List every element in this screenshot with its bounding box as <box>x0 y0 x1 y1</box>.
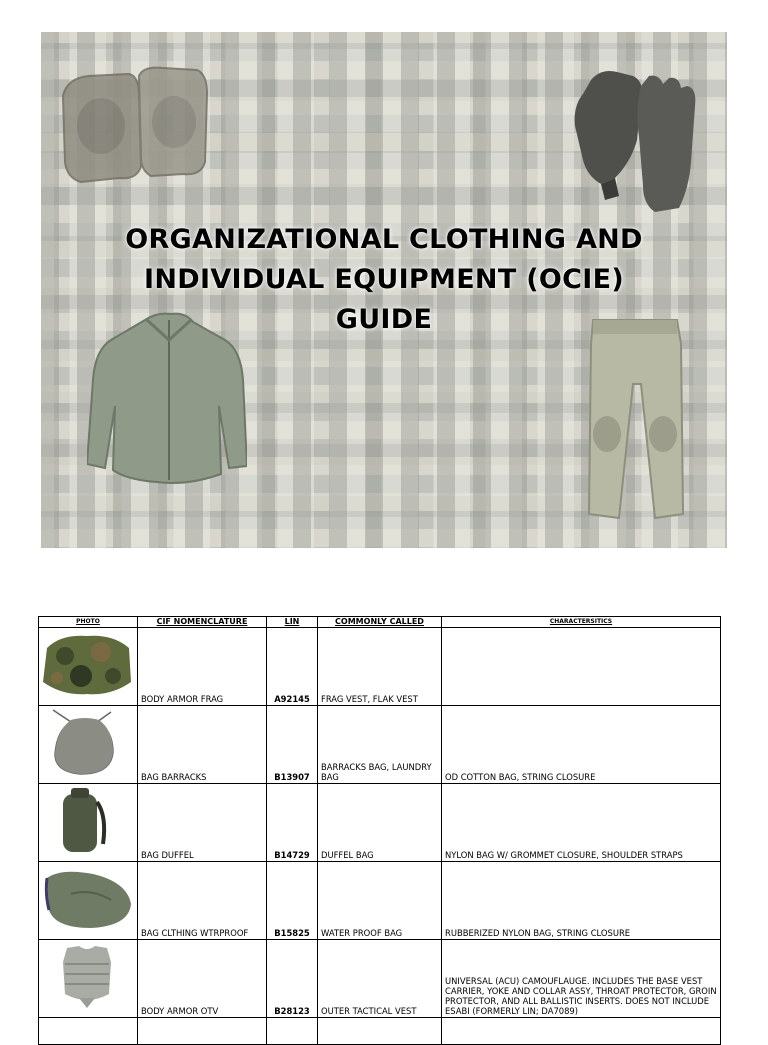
cover-title-line: ORGANIZATIONAL CLOTHING AND <box>125 224 643 255</box>
characteristics-cell <box>442 1018 721 1045</box>
table-row <box>39 1018 721 1045</box>
cover-illustration <box>41 32 727 548</box>
table-row <box>39 784 721 862</box>
commonly-called-cell <box>318 1018 442 1045</box>
header-photo: PHOTO <box>39 617 138 628</box>
trousers-image <box>585 314 685 524</box>
header-characteristics: CHARACTERSITICS <box>442 617 721 628</box>
commonly-called-cell: BARRACKS BAG, LAUNDRY BAG <box>318 706 442 784</box>
photo-cell <box>39 628 138 706</box>
nomenclature-cell: BAG DUFFEL <box>138 784 267 862</box>
gloves-image <box>571 66 703 214</box>
table-row <box>39 862 721 940</box>
photo-cell <box>39 1018 138 1045</box>
lin-cell: B28123 <box>267 940 318 1018</box>
lin-cell <box>267 1018 318 1045</box>
waterproof-bag-photo <box>41 864 133 932</box>
characteristics-cell: OD COTTON BAG, STRING CLOSURE <box>442 706 721 784</box>
nomenclature-cell: BODY ARMOR OTV <box>138 940 267 1018</box>
photo-cell <box>39 940 138 1018</box>
header-commonly-called: COMMONLY CALLED <box>318 617 442 628</box>
cover-title-line: GUIDE <box>335 304 433 335</box>
table-row <box>39 628 721 706</box>
photo-cell <box>39 784 138 862</box>
knee-pads-image <box>59 66 209 184</box>
commonly-called-cell: DUFFEL BAG <box>318 784 442 862</box>
ocie-table <box>38 616 721 1045</box>
lin-cell: A92145 <box>267 628 318 706</box>
header-nomenclature: CIF NOMENCLATURE <box>138 617 267 628</box>
header-lin: LIN <box>267 617 318 628</box>
nomenclature-cell <box>138 1018 267 1045</box>
commonly-called-cell: FRAG VEST, FLAK VEST <box>318 628 442 706</box>
cover-title-line: INDIVIDUAL EQUIPMENT (OCIE) <box>144 264 624 295</box>
characteristics-cell <box>442 628 721 706</box>
table-row <box>39 706 721 784</box>
duffel-bag-photo <box>41 786 133 854</box>
photo-cell <box>39 862 138 940</box>
characteristics-cell: UNIVERSAL (ACU) CAMOUFLAUGE. INCLUDES THE BASE VEST CARRIER, YOKE AND COLLAR ASSY, THROAT PROTECTOR, GROIN PROTECTOR, AND ALL BALLISTIC INSERTS. DOES NOT INCLUDE ESABI (FORMERLY LIN; DA7089) <box>442 940 721 1018</box>
characteristics-cell: NYLON BAG W/ GROMMET CLOSURE, SHOULDER STRAPS <box>442 784 721 862</box>
nomenclature-cell: BODY ARMOR FRAG <box>138 628 267 706</box>
lin-cell: B15825 <box>267 862 318 940</box>
nomenclature-cell: BAG BARRACKS <box>138 706 267 784</box>
commonly-called-cell: WATER PROOF BAG <box>318 862 442 940</box>
lin-cell: B14729 <box>267 784 318 862</box>
characteristics-cell: RUBBERIZED NYLON BAG, STRING CLOSURE <box>442 862 721 940</box>
commonly-called-cell: OUTER TACTICAL VEST <box>318 940 442 1018</box>
table-header-row <box>39 617 721 628</box>
frag-vest-photo <box>41 630 133 698</box>
photo-cell <box>39 706 138 784</box>
barracks-bag-photo <box>41 708 133 776</box>
outer-tactical-vest-photo <box>41 942 133 1010</box>
cover-title <box>41 220 727 340</box>
lin-cell: B13907 <box>267 706 318 784</box>
table-row <box>39 940 721 1018</box>
nomenclature-cell: BAG CLTHING WTRPROOF <box>138 862 267 940</box>
